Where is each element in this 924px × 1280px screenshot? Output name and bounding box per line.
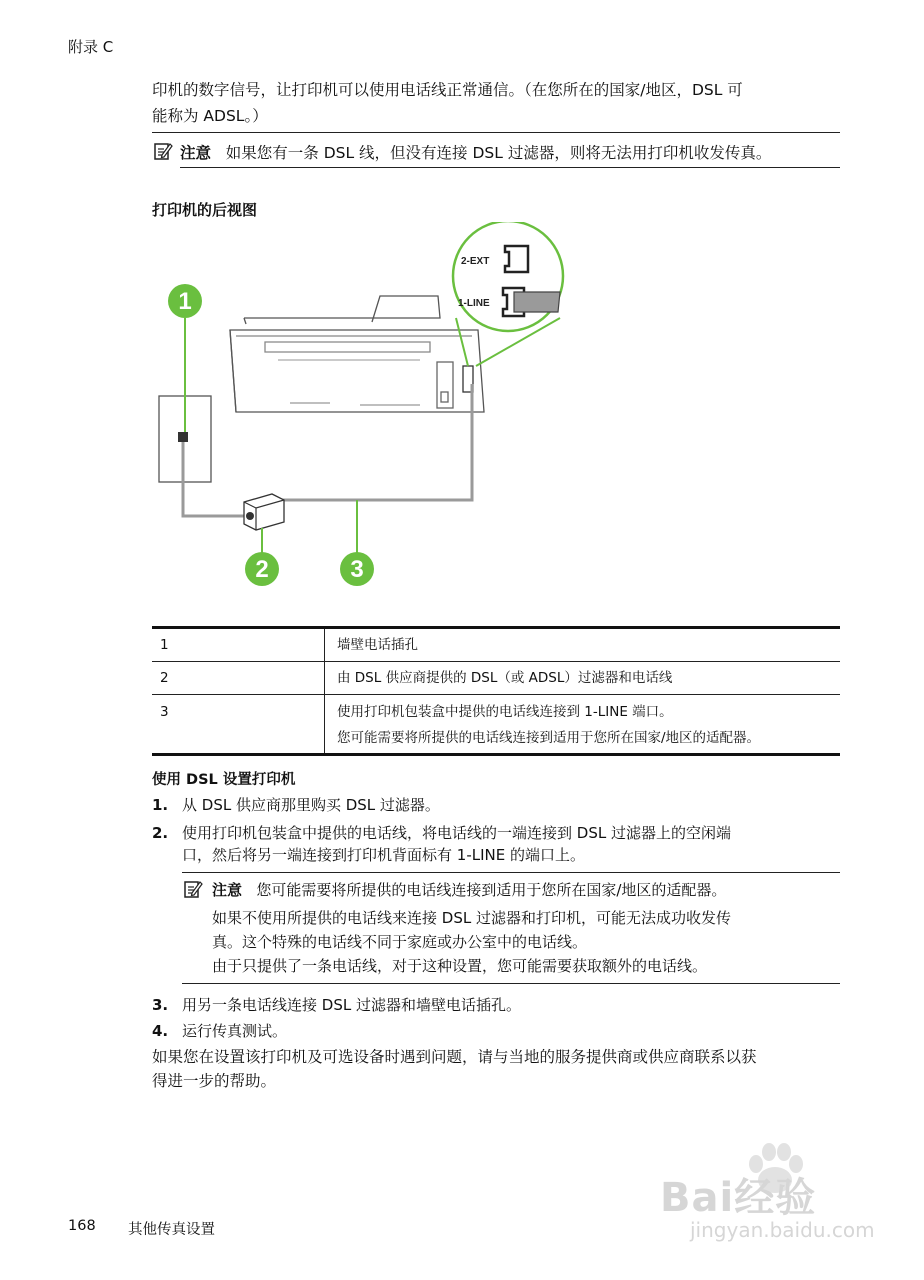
table-row xyxy=(152,695,840,755)
note-text: 如果您有一条 DSL 线，但没有连接 DSL 过滤器，则将无法用打印机收发传真。 xyxy=(225,144,772,162)
legend-desc: 由 DSL 供应商提供的 DSL（或 ADSL）过滤器和电话线 xyxy=(325,662,841,695)
setup-note xyxy=(212,879,726,900)
intro-line: 印机的数字信号，让打印机可以使用电话线正常通信。（在您所在的国家/地区，DSL 可 xyxy=(152,81,743,99)
table-row xyxy=(152,662,840,695)
legend-num: 1 xyxy=(160,637,169,653)
note-label: 注意 xyxy=(212,881,243,899)
port-ext-icon xyxy=(505,246,528,272)
legend-table xyxy=(152,626,840,756)
note-label: 注意 xyxy=(180,144,212,162)
callout-2-label: 2 xyxy=(255,556,269,583)
step-number: 3. xyxy=(152,996,169,1014)
callout-1-label: 1 xyxy=(178,288,192,315)
printer-illustration xyxy=(230,296,484,412)
legend-desc: 使用打印机包装盒中提供的电话线连接到 1-LINE 端口。 您可能需要将所提供的电话线连接到适用于您所在国家/地区的适配器。 xyxy=(325,695,841,755)
note-icon xyxy=(153,141,173,161)
callout-3-label: 3 xyxy=(350,556,364,583)
note-icon xyxy=(183,879,203,899)
note-1 xyxy=(180,141,771,163)
step-number: 1. xyxy=(152,796,169,814)
port-ext-label: 2-EXT xyxy=(461,256,490,267)
diagram-title: 打印机的后视图 xyxy=(152,201,258,219)
printer-rear-view-diagram xyxy=(150,222,590,592)
note-bottom-rule xyxy=(180,167,840,168)
note-top-rule xyxy=(152,132,840,133)
step-number: 2. xyxy=(152,824,169,842)
step-number: 4. xyxy=(152,1022,169,1040)
note-top-rule xyxy=(182,872,840,873)
note-text: 真。这个特殊的电话线不同于家庭或办公室中的电话线。 xyxy=(212,933,588,951)
page-header: 附录 C xyxy=(68,38,114,56)
step-text: 口，然后将另一端连接到打印机背面标有 1-LINE 的端口上。 xyxy=(182,846,585,864)
closing-line: 如果您在设置该打印机及可选设备时遇到问题，请与当地的服务提供商或供应商联系以获 xyxy=(152,1048,757,1066)
closing-paragraph xyxy=(152,1045,842,1093)
page-number: 168 xyxy=(68,1218,96,1234)
step-text: 使用打印机包装盒中提供的电话线，将电话线的一端连接到 DSL 过滤器上的空闲端 xyxy=(182,824,731,842)
note-text: 由于只提供了一条电话线，对于这种设置，您可能需要获取额外的电话线。 xyxy=(212,957,708,975)
legend-desc: 墙壁电话插孔 xyxy=(325,628,841,662)
closing-line: 得进一步的帮助。 xyxy=(152,1072,277,1090)
setup-title: 使用 DSL 设置打印机 xyxy=(152,772,296,788)
step-text: 用另一条电话线连接 DSL 过滤器和墙壁电话插孔。 xyxy=(182,996,521,1014)
port-line-label: 1-LINE xyxy=(458,298,490,309)
step-text: 从 DSL 供应商那里购买 DSL 过滤器。 xyxy=(182,796,440,814)
table-row xyxy=(152,628,840,662)
footer-section: 其他传真设置 xyxy=(128,1222,215,1238)
intro-line: 能称为 ADSL。） xyxy=(152,107,268,125)
watermark-brand: Bai经验 xyxy=(660,1175,817,1221)
note-bottom-rule xyxy=(182,983,840,984)
legend-num: 3 xyxy=(152,695,325,755)
wall-jack-port xyxy=(178,432,188,442)
note-text: 您可能需要将所提供的电话线连接到适用于您所在国家/地区的适配器。 xyxy=(256,881,727,899)
dsl-filter-illustration xyxy=(244,494,284,530)
legend-num: 2 xyxy=(152,662,325,695)
step-text: 运行传真测试。 xyxy=(182,1022,288,1040)
port-line-plug xyxy=(514,292,560,312)
note-text: 如果不使用所提供的电话线来连接 DSL 过滤器和打印机，可能无法成功收发传 xyxy=(212,909,731,927)
intro-paragraph xyxy=(152,77,842,129)
setup-note-paragraph xyxy=(212,906,731,954)
watermark-url: jingyan.baidu.com xyxy=(690,1218,875,1242)
